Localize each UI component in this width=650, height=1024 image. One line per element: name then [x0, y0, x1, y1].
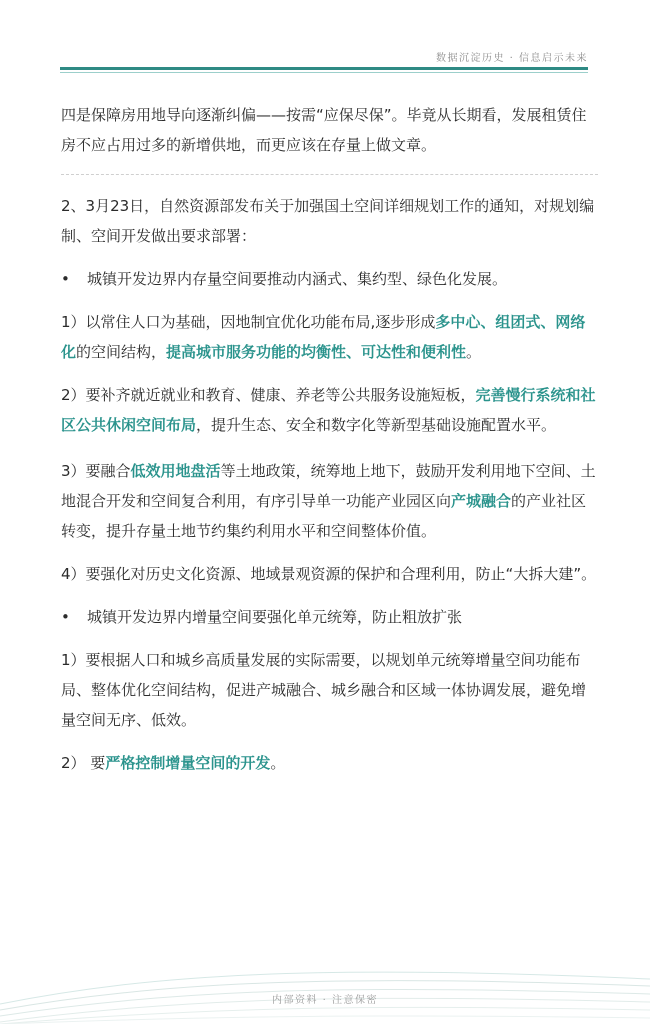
list-item: 1）要根据人口和城乡高质量发展的实际需要，以规划单元统筹增量空间功能布局、整体优化空间结构，促进产城融合、城乡融合和区域一体协调发展，避免增量空间无序、低效。 [61, 651, 587, 729]
list-item: 1）以常住人口为基础，因地制宜优化功能布局,逐步形成多中心、组团式、网络化的空间结构，提高城市服务功能的均衡性、可达性和便利性。 [61, 313, 586, 361]
intro-paragraph: 四是保障房用地导向逐渐纠偏——按需“应保尽保”。毕竟从长期看，发展租赁住房不应占用过多的新增供地，而更应该在存量上做文章。 [61, 106, 587, 154]
bullet-text: 城镇开发边界内存量空间要推动内涵式、集约型、绿色化发展。 [87, 270, 508, 288]
bullet-marker: • [61, 608, 70, 626]
list-item: 2） 要严格控制增量空间的开发。 [61, 754, 286, 772]
bullet-marker: • [61, 270, 70, 288]
highlight-text: 多中心、组团式、网络化 [61, 313, 586, 361]
bullet-incremental-space [61, 602, 598, 632]
highlight-text: 低效用地盘活 [130, 462, 221, 480]
list-item: 2）要补齐就近就业和教育、健康、养老等公共服务设施短板，完善慢行系统和社区公共休闲空间布局，提升生态、安全和数字化等新型基础设施配置水平。 [61, 386, 596, 434]
section-heading: 2、3月23日，自然资源部发布关于加强国土空间详细规划工作的通知，对规划编制、空间开发做出要求部署： [61, 197, 595, 245]
highlight-text: 严格控制增量空间的开发 [105, 754, 271, 772]
section-divider [61, 174, 598, 175]
article-body [61, 100, 598, 778]
list-item: 4）要强化对历史文化资源、地域景观资源的保护和合理利用，防止“大拆大建”。 [61, 565, 597, 583]
header-tagline: 数据沉淀历史 · 信息启示未来 [435, 53, 588, 64]
header-rule [60, 67, 588, 70]
highlight-text: 提高城市服务功能的均衡性、可达性和便利性 [166, 343, 467, 361]
list-item: 3）要融合低效用地盘活等土地政策，统筹地上地下，鼓励开发利用地下空间、土地混合开发和空间复合利用，有序引导单一功能产业园区向产城融合的产业社区转变，提升存量土地节约集约利用水平和空间整体价值。 [61, 462, 596, 540]
highlight-text: 产城融合 [451, 492, 512, 510]
bullet-text: 城镇开发边界内增量空间要强化单元统筹，防止粗放扩张 [87, 608, 463, 626]
header-rule-thin [60, 72, 588, 73]
bullet-existing-space [61, 264, 598, 294]
highlight-text: 完善慢行系统和社区公共休闲空间布局 [61, 386, 596, 434]
footer-confidential-note: 内部资料 · 注意保密 [271, 995, 379, 1006]
footer-wave-decoration [0, 934, 650, 1024]
